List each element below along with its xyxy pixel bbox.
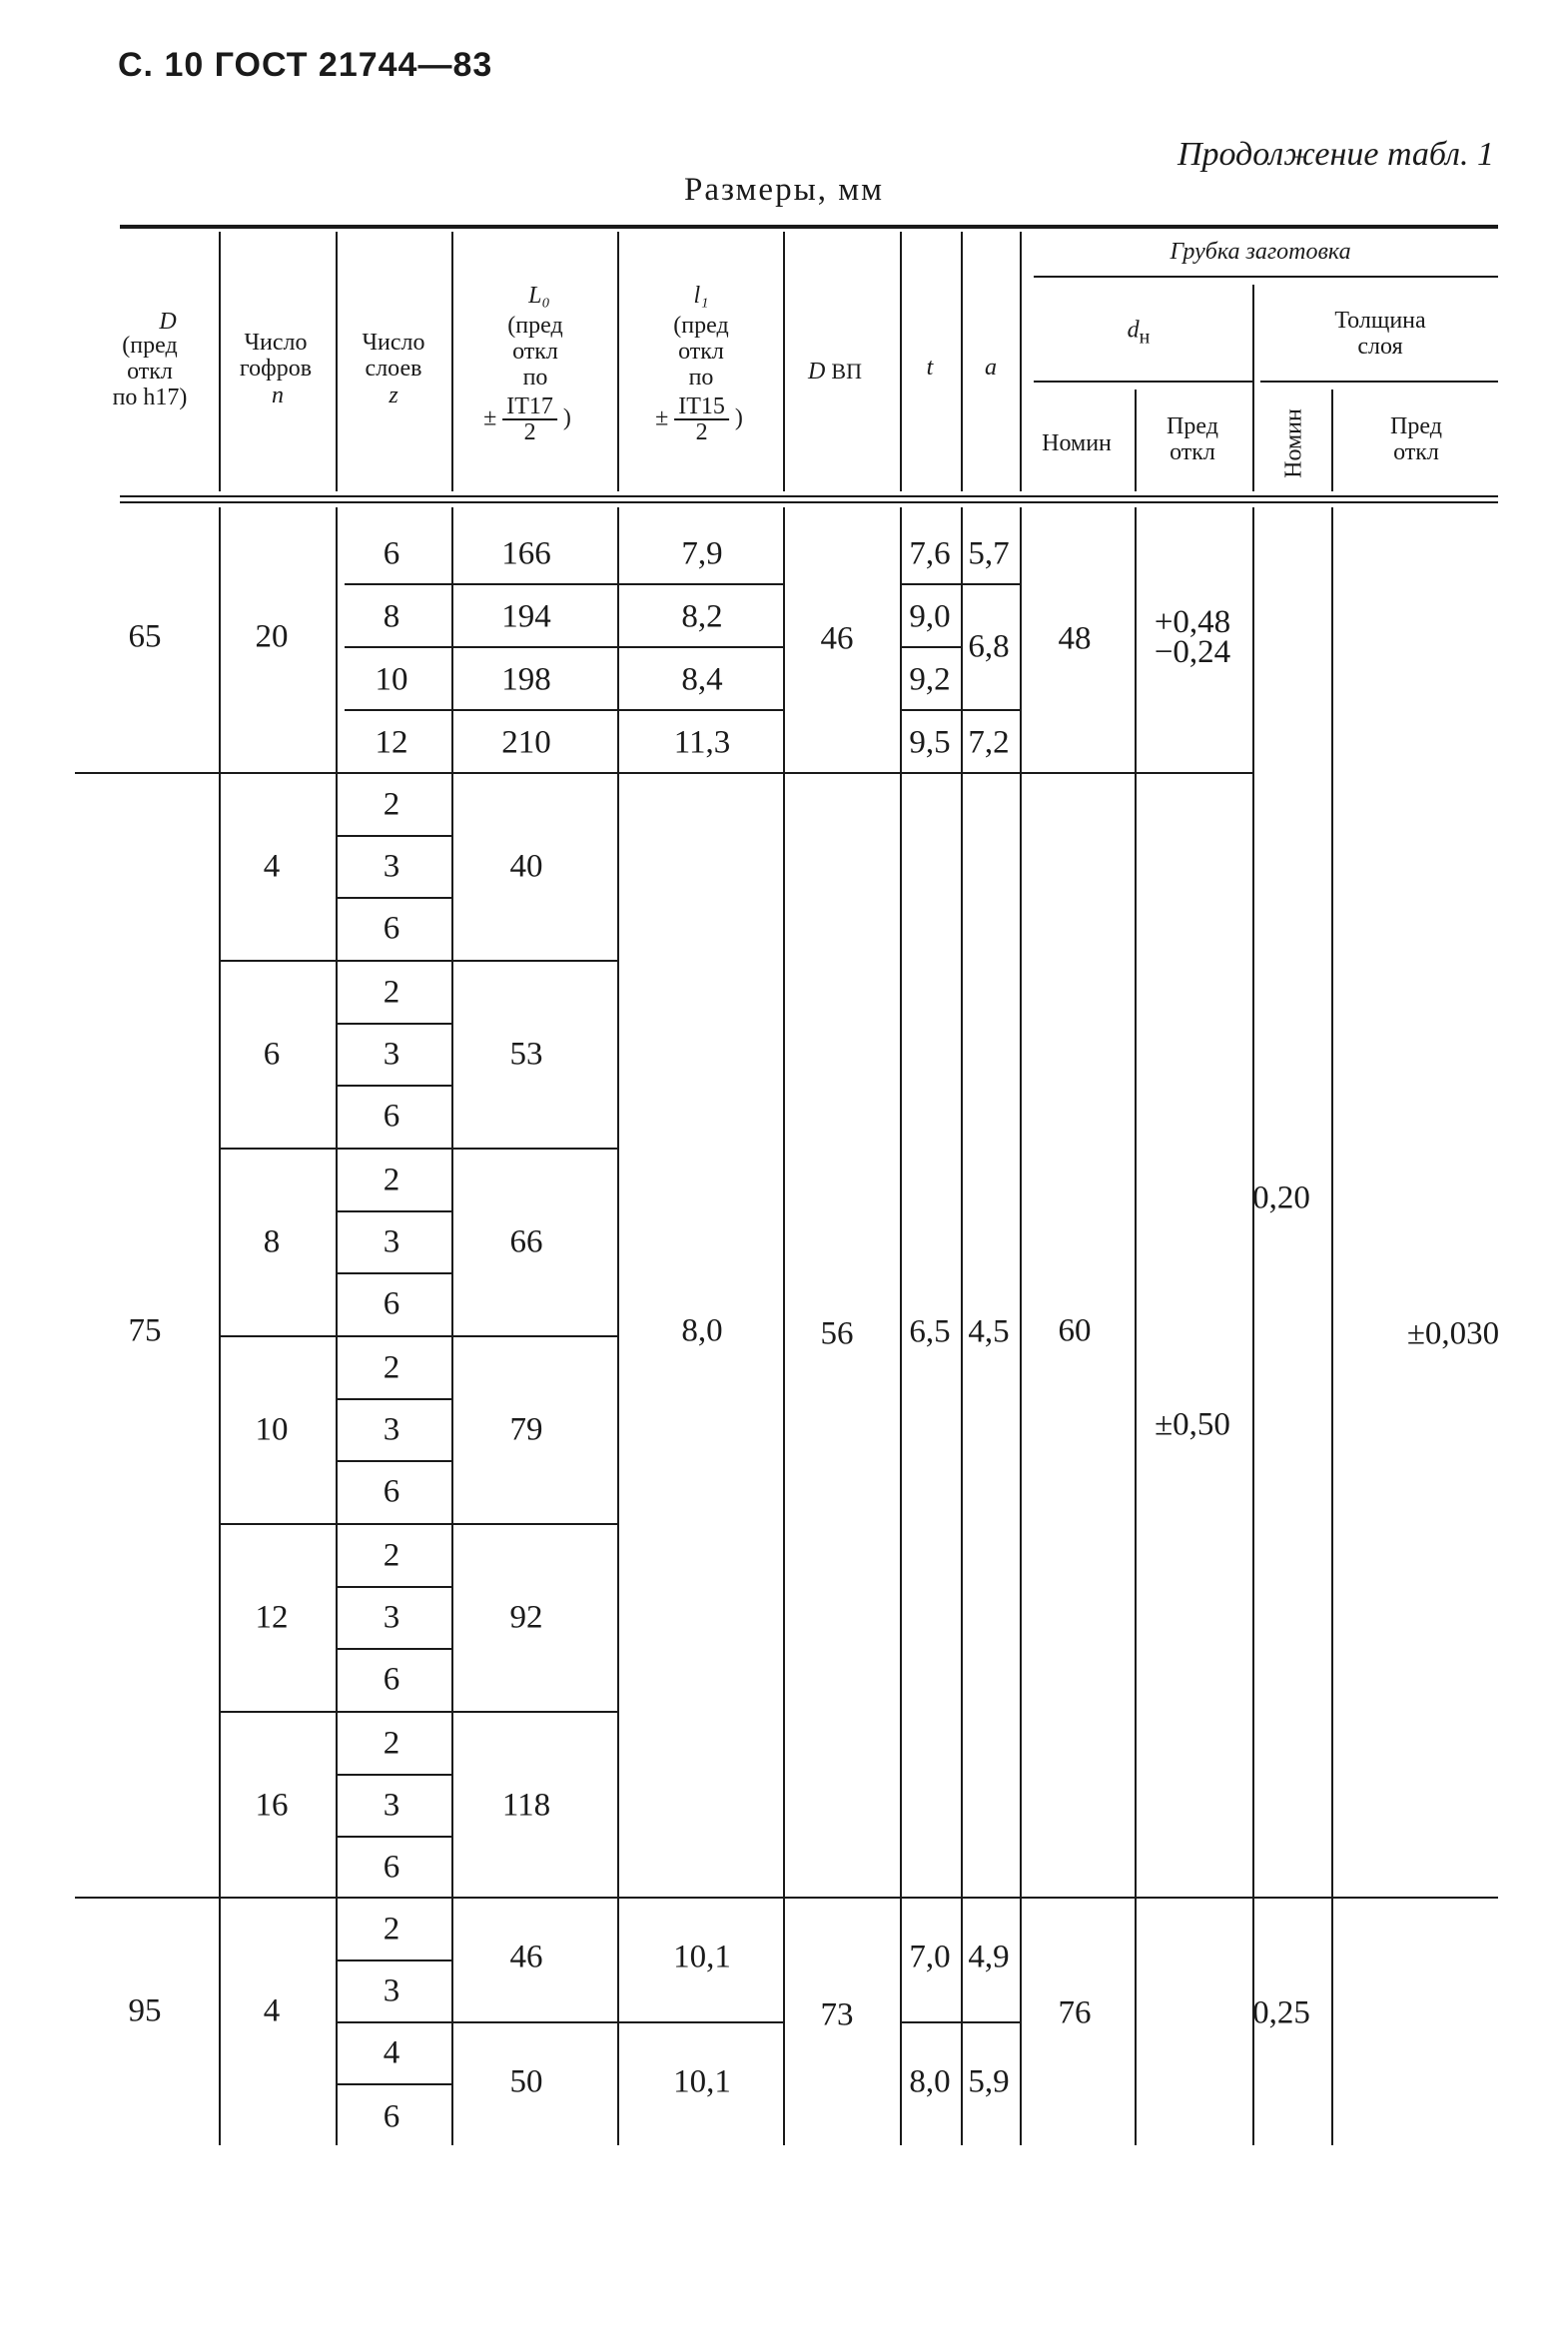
group-95-dn-nom: 76 <box>1058 1994 1092 2031</box>
table-row-a: 4,9 <box>968 1939 1010 1975</box>
L0-frac-num: IT17 <box>502 394 557 420</box>
header-l1-note: (пред откл по <box>673 313 729 391</box>
group-95-thick-nom: 0,25 <box>1252 1994 1310 2031</box>
group-75-t: 6,5 <box>909 1313 951 1350</box>
table-row-L0: 46 <box>509 1939 543 1975</box>
header-L0-tolerance: ± $\frac{IT17}{2}$ ) <box>483 393 571 445</box>
group-75-n: 6 <box>263 1036 281 1073</box>
table-row-z: 6 <box>383 535 400 572</box>
l1-frac-den: 2 <box>695 419 708 445</box>
table-row-z: 6 <box>383 910 400 947</box>
table-row-l1: 11,3 <box>673 724 731 761</box>
group-75-thick-tol: ±0,030 <box>1406 1315 1500 1352</box>
group-75-dn-tol: ±0,50 <box>1155 1406 1230 1443</box>
header-blank-group: Грубка заготовка <box>1170 239 1351 265</box>
table-row-t: 8,0 <box>909 2063 951 2100</box>
table-row-z: 6 <box>383 1661 400 1698</box>
group-75-Dvp: 56 <box>820 1315 854 1352</box>
group-65-dn-nom: 48 <box>1058 620 1092 657</box>
table-row-l1: 10,1 <box>673 2063 731 2100</box>
group-75-n: 10 <box>255 1411 289 1448</box>
table-row-z: 3 <box>383 1223 400 1260</box>
header-thick-nomin: Номин <box>1280 408 1307 478</box>
table-row-L0: 210 <box>501 724 551 761</box>
table-row-l1: 7,9 <box>681 535 723 572</box>
group-75-L0: 118 <box>501 1787 551 1824</box>
group-75-L0: 40 <box>509 848 543 885</box>
table-row-z: 6 <box>383 2098 400 2135</box>
header-Dvp <box>808 359 862 385</box>
table-row-z: 2 <box>383 974 400 1011</box>
L0-frac-den: 2 <box>523 419 536 445</box>
table-row-z: 2 <box>383 1911 400 1948</box>
group-95-n: 4 <box>263 1992 281 2029</box>
table-row-z: 3 <box>383 1972 400 2009</box>
table-row-a: 7,2 <box>968 724 1010 761</box>
dn-sub: н <box>1139 326 1151 349</box>
group-75-L0: 53 <box>509 1036 543 1073</box>
table-row-z: 6 <box>383 1285 400 1322</box>
group-75-D: 75 <box>128 1312 162 1349</box>
table-row-z: 3 <box>383 1787 400 1824</box>
group-65-n: 20 <box>255 618 289 655</box>
table-row-L0: 198 <box>501 661 551 698</box>
table-row-z: 6 <box>383 1849 400 1886</box>
page-header: С. 10 ГОСТ 21744—83 <box>118 46 493 84</box>
header-z-label: Число слоев <box>362 330 425 382</box>
table-row-z: 12 <box>375 724 408 761</box>
header-z-symbol: z <box>389 383 398 408</box>
header-L0-symbol: L₀ <box>528 283 550 309</box>
group-65-D: 65 <box>128 618 162 655</box>
group-75-n: 8 <box>263 1223 281 1260</box>
group-75-thick-nom: 0,20 <box>1252 1179 1310 1216</box>
table-row-t: 9,2 <box>909 661 951 698</box>
header-dn-nomin: Номин <box>1042 430 1112 456</box>
table-row-z: 3 <box>383 1599 400 1636</box>
group-65-dn-tol: +0,48 −0,24 <box>1154 604 1231 670</box>
continuation-label: Продолжение табл. 1 <box>1176 136 1494 173</box>
header-thickness: Толщина слоя <box>1334 308 1426 360</box>
header-D-symbol: D <box>159 309 177 335</box>
header-n-symbol: n <box>272 383 284 408</box>
l1-frac-num: IT15 <box>674 394 729 420</box>
header-thick-pred-otkl: Пред откл <box>1390 413 1442 465</box>
table-row-z: 6 <box>383 1098 400 1135</box>
header-a-symbol: a <box>985 355 997 381</box>
header-t-symbol: t <box>926 355 934 381</box>
Dvp-sub: ВП <box>831 359 862 384</box>
table-row-z: 6 <box>383 1473 400 1510</box>
table-row-z: 2 <box>383 1537 400 1574</box>
header-L0-note: (пред откл по <box>507 313 563 391</box>
units-caption: Размеры, мм <box>683 172 885 208</box>
group-75-L0: 92 <box>509 1599 543 1636</box>
table-row-z: 8 <box>383 598 400 635</box>
group-95-D: 95 <box>128 1992 162 2029</box>
table-row-z: 4 <box>383 2034 400 2071</box>
header-dn <box>1128 318 1151 351</box>
group-75-n: 12 <box>255 1599 289 1636</box>
group-75-L0: 79 <box>509 1411 543 1448</box>
table-row-t: 7,6 <box>909 535 951 572</box>
group-75-L0: 66 <box>509 1223 543 1260</box>
table-row-a: 5,9 <box>968 2063 1010 2100</box>
table-row-L0: 166 <box>501 535 551 572</box>
table-row-l1: 8,2 <box>681 598 723 635</box>
table-row-t: 9,5 <box>909 724 951 761</box>
group-65-Dvp: 46 <box>820 620 854 657</box>
table-row-a: 5,7 <box>968 535 1010 572</box>
group-75-dn-nom: 60 <box>1058 1312 1092 1349</box>
dn-symbol: d <box>1127 317 1140 344</box>
table-row-l1: 10,1 <box>673 1939 731 1975</box>
header-D-note: (пред откл по h17) <box>112 333 188 410</box>
table-row-l1: 8,4 <box>681 661 723 698</box>
table-row-z: 2 <box>383 1725 400 1762</box>
table-row-L0: 50 <box>509 2063 543 2100</box>
table-row-t: 9,0 <box>909 598 951 635</box>
table-row-z: 10 <box>375 661 408 698</box>
group-95-Dvp: 73 <box>820 1996 854 2033</box>
group-75-a: 4,5 <box>968 1313 1010 1350</box>
table-row-z: 2 <box>383 1349 400 1386</box>
header-l1-tolerance: ± $\frac{IT15}{2}$ ) <box>655 393 743 445</box>
table-row-t: 7,0 <box>909 1939 951 1975</box>
header-n-label: Число гофров <box>239 330 313 382</box>
table-row-z: 3 <box>383 1411 400 1448</box>
table-row-z: 3 <box>383 848 400 885</box>
Dvp-symbol: D <box>808 359 826 385</box>
table-row-z: 2 <box>383 1162 400 1198</box>
group-75-n: 4 <box>263 848 281 885</box>
group-75-n: 16 <box>255 1787 289 1824</box>
table-row-z: 2 <box>383 786 400 823</box>
table-row-z: 3 <box>383 1036 400 1073</box>
table-row-L0: 194 <box>501 598 551 635</box>
group-75-l1: 8,0 <box>681 1312 723 1349</box>
header-dn-pred-otkl: Пред откл <box>1167 413 1218 465</box>
header-l1-symbol: l₁ <box>693 283 709 309</box>
table-row-a: 6,8 <box>968 628 1010 665</box>
